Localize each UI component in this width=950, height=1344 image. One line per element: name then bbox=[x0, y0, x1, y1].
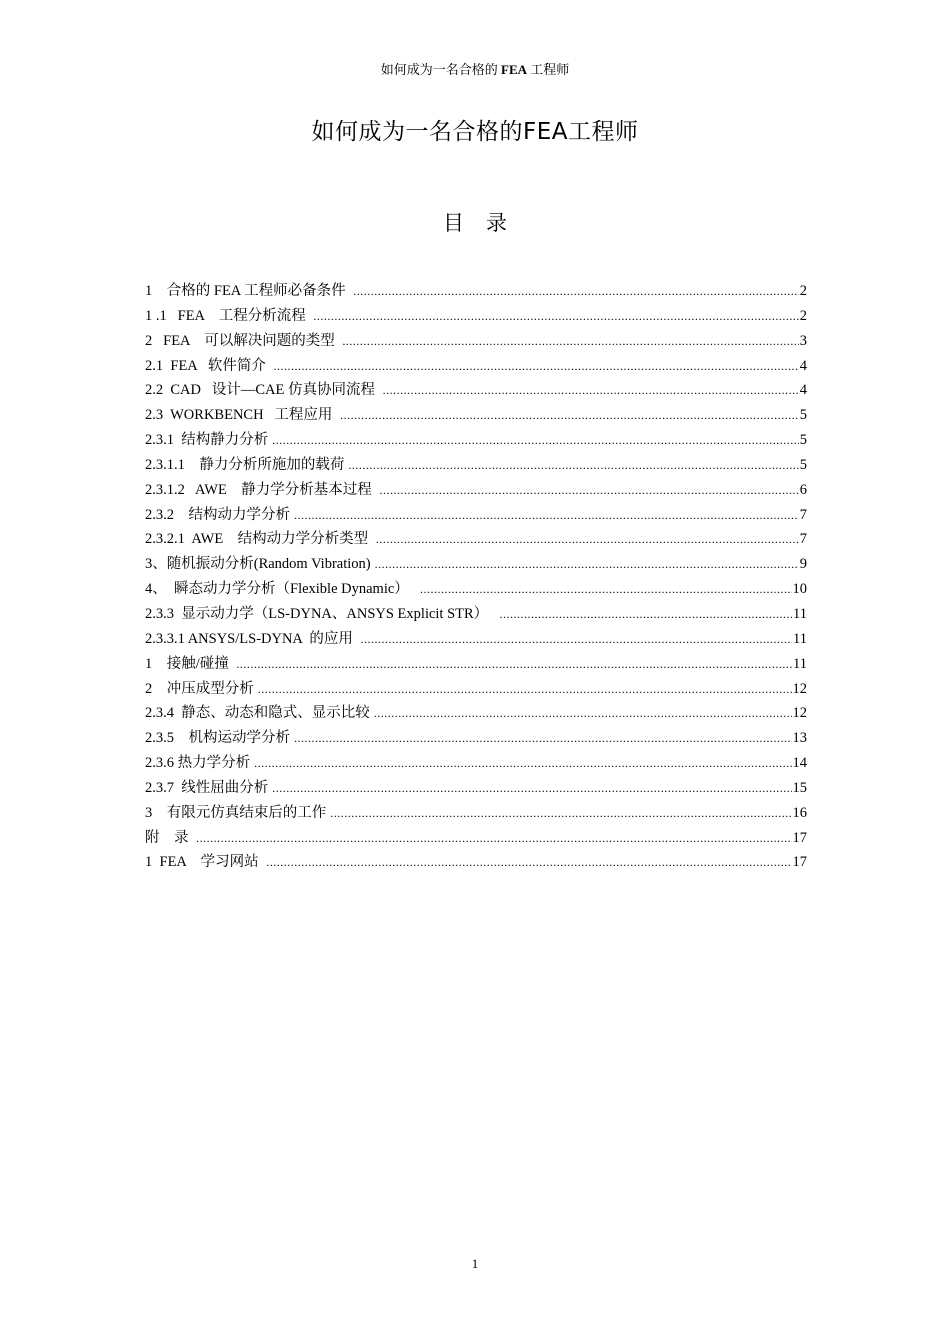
toc-dot-leader bbox=[375, 552, 799, 576]
toc-dot-leader bbox=[360, 627, 792, 651]
toc-dot-leader bbox=[379, 478, 798, 502]
toc-dot-leader bbox=[499, 602, 792, 626]
toc-dot-leader bbox=[353, 279, 799, 303]
toc-entry[interactable] bbox=[145, 304, 807, 329]
toc-entry-label: 3、随机振动分析(Random Vibration) bbox=[145, 556, 371, 573]
toc-entry[interactable] bbox=[145, 478, 807, 503]
toc-entry-label: 1 接触/碰撞 bbox=[145, 655, 233, 672]
toc-entry[interactable] bbox=[145, 677, 807, 702]
toc-entry-label: 2.1 FEA 软件简介 bbox=[145, 357, 270, 374]
toc-entry-page: 15 bbox=[792, 779, 807, 796]
toc-dot-leader bbox=[420, 577, 791, 601]
toc-entry-label: 2.3.5 机构运动学分析 bbox=[145, 730, 290, 747]
toc-dot-leader bbox=[313, 304, 798, 328]
page-number: 1 bbox=[471, 1256, 479, 1271]
toc-entry[interactable] bbox=[145, 826, 807, 851]
toc-entry-page: 11 bbox=[793, 630, 807, 647]
toc-dot-leader bbox=[272, 428, 799, 452]
toc-entry-label: 2.2 CAD 设计—CAE 仿真协同流程 bbox=[145, 382, 379, 399]
toc-entry-page: 14 bbox=[792, 755, 807, 772]
toc-entry[interactable] bbox=[145, 527, 807, 552]
toc-entry[interactable] bbox=[145, 453, 807, 478]
toc-dot-leader bbox=[196, 826, 791, 850]
toc-dot-leader bbox=[236, 652, 792, 676]
toc-entry[interactable] bbox=[145, 354, 807, 379]
toc-entry[interactable] bbox=[145, 701, 807, 726]
table-of-contents bbox=[145, 279, 807, 875]
toc-entry-label: 1 FEA 学习网站 bbox=[145, 854, 263, 871]
toc-dot-leader bbox=[294, 726, 792, 750]
toc-entry-label: 2.3.1.2 AWE 静力学分析基本过程 bbox=[145, 481, 376, 498]
running-header-bold: FEA bbox=[501, 62, 527, 77]
toc-entry-page: 10 bbox=[792, 581, 807, 598]
toc-dot-leader bbox=[258, 677, 792, 701]
toc-dot-leader bbox=[272, 776, 791, 800]
running-header-suffix: 工程师 bbox=[527, 62, 570, 77]
document-title: 如何成为一名合格的FEA工程师 bbox=[311, 119, 639, 145]
toc-entry-page: 5 bbox=[799, 456, 807, 473]
toc-entry-label: 2.3.3.1 ANSYS/LS-DYNA 的应用 bbox=[145, 630, 357, 647]
toc-entry-page: 12 bbox=[792, 705, 807, 722]
toc-entry-page: 7 bbox=[799, 531, 807, 548]
toc-entry-page: 4 bbox=[799, 357, 807, 374]
toc-entry-label: 2.3 WORKBENCH 工程应用 bbox=[145, 407, 337, 424]
toc-entry-page: 11 bbox=[793, 605, 807, 622]
toc-entry-page: 17 bbox=[792, 854, 807, 871]
toc-entry[interactable] bbox=[145, 726, 807, 751]
toc-dot-leader bbox=[266, 850, 791, 874]
toc-entry[interactable] bbox=[145, 552, 807, 577]
toc-entry[interactable] bbox=[145, 428, 807, 453]
toc-dot-leader bbox=[374, 701, 792, 725]
running-header-prefix: 如何成为一名合格的 bbox=[380, 62, 501, 77]
toc-entry[interactable] bbox=[145, 751, 807, 776]
toc-entry-page: 2 bbox=[799, 307, 807, 324]
toc-dot-leader bbox=[342, 329, 798, 353]
toc-entry-page: 16 bbox=[792, 804, 807, 821]
toc-entry-label: 2 冲压成型分析 bbox=[145, 680, 254, 697]
toc-entry-page: 17 bbox=[792, 829, 807, 846]
toc-entry-label: 2.3.2 结构动力学分析 bbox=[145, 506, 290, 523]
toc-entry[interactable] bbox=[145, 503, 807, 528]
toc-entry-label: 2.3.1.1 静力分析所施加的载荷 bbox=[145, 456, 345, 473]
running-header bbox=[0, 60, 950, 80]
toc-entry-page: 3 bbox=[799, 332, 807, 349]
toc-entry-page: 4 bbox=[799, 382, 807, 399]
toc-entry-page: 11 bbox=[793, 655, 807, 672]
toc-entry-page: 13 bbox=[792, 730, 807, 747]
toc-entry[interactable] bbox=[145, 602, 807, 627]
toc-entry-label: 2.3.1 结构静力分析 bbox=[145, 432, 269, 449]
toc-entry[interactable] bbox=[145, 801, 807, 826]
toc-entry-label: 1 .1 FEA 工程分析流程 bbox=[145, 307, 310, 324]
toc-entry-label: 2.3.3 显示动力学（LS-DYNA、ANSYS Explicit STR） bbox=[145, 605, 496, 622]
toc-entry-label: 3 有限元仿真结束后的工作 bbox=[145, 804, 327, 821]
toc-entry-label: 1 合格的 FEA 工程师必备条件 bbox=[145, 283, 350, 299]
toc-dot-leader bbox=[273, 354, 798, 378]
toc-entry[interactable] bbox=[145, 329, 807, 354]
toc-entry-page: 2 bbox=[799, 283, 807, 299]
toc-entry-label: 2.3.4 静态、动态和隐式、显示比较 bbox=[145, 705, 370, 722]
toc-entry[interactable] bbox=[145, 378, 807, 403]
toc-entry-page: 6 bbox=[799, 481, 807, 498]
toc-entry[interactable] bbox=[145, 403, 807, 428]
toc-entry-page: 12 bbox=[792, 680, 807, 697]
toc-dot-leader bbox=[340, 403, 799, 427]
toc-entry-label: 4、 瞬态动力学分析（Flexible Dynamic） bbox=[145, 581, 417, 598]
toc-entry-label: 2 FEA 可以解决问题的类型 bbox=[145, 332, 339, 349]
toc-entry-page: 9 bbox=[799, 556, 807, 573]
toc-entry-page: 5 bbox=[799, 432, 807, 449]
toc-dot-leader bbox=[294, 503, 799, 527]
toc-entry-label: 2.3.7 线性屈曲分析 bbox=[145, 779, 269, 796]
toc-dot-leader bbox=[254, 751, 791, 775]
toc-dot-leader bbox=[383, 378, 799, 402]
toc-entry[interactable] bbox=[145, 776, 807, 801]
toc-dot-leader bbox=[330, 801, 791, 825]
toc-entry-label: 2.3.6 热力学分析 bbox=[145, 755, 251, 772]
toc-heading: 目录 bbox=[443, 211, 529, 235]
toc-entry[interactable] bbox=[145, 577, 807, 602]
toc-dot-leader bbox=[376, 527, 799, 551]
toc-entry[interactable] bbox=[145, 652, 807, 677]
toc-entry-page: 7 bbox=[799, 506, 807, 523]
toc-entry[interactable] bbox=[145, 627, 807, 652]
toc-entry-label: 附 录 bbox=[145, 829, 193, 846]
toc-entry-page: 5 bbox=[799, 407, 807, 424]
toc-dot-leader bbox=[348, 453, 798, 477]
toc-entry[interactable] bbox=[145, 279, 807, 304]
toc-entry-label: 2.3.2.1 AWE 结构动力学分析类型 bbox=[145, 531, 372, 548]
toc-entry[interactable] bbox=[145, 850, 807, 875]
